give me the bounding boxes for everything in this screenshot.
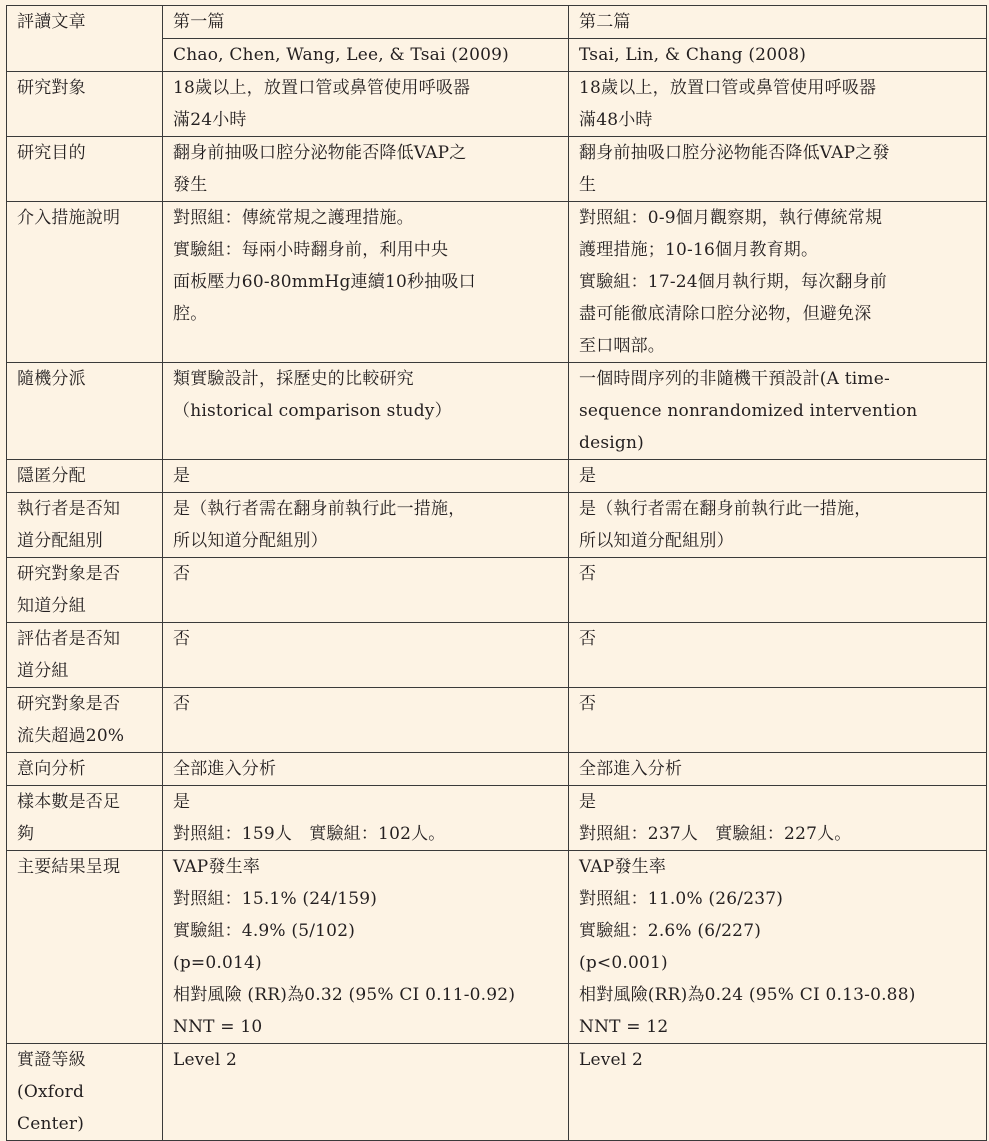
cell-text-line: 是 — [173, 466, 191, 486]
cell-text-line: 對照組：傳統常規之護理措施。 — [173, 208, 414, 228]
cell-text-line: 樣本數是否足 — [17, 792, 121, 812]
cell-text-line: 隨機分派 — [17, 369, 86, 389]
second-article-cell — [569, 623, 987, 688]
cell-text-line: 18歲以上，放置口管或鼻管使用呼吸器 — [173, 78, 471, 98]
table-row — [7, 786, 987, 851]
first-citation: Chao, Chen, Wang, Lee, & Tsai (2009) — [173, 45, 509, 65]
second-article-cell — [569, 137, 987, 202]
first-article-cell — [163, 72, 569, 137]
row-label-cell — [7, 786, 163, 851]
header-label: 評讀文章 — [17, 12, 86, 32]
first-citation-cell — [163, 39, 569, 72]
second-citation-cell — [569, 39, 987, 72]
cell-text-line: 實驗組：每兩小時翻身前，利用中央 — [173, 240, 449, 260]
row-label-cell — [7, 460, 163, 493]
header-first-title: 第一篇 — [173, 12, 225, 32]
first-article-cell — [163, 202, 569, 363]
row-label-cell — [7, 1044, 163, 1141]
cell-text-line: 實驗組：17-24個月執行期，每次翻身前 — [579, 272, 888, 292]
cell-text-line: 盡可能徹底清除口腔分泌物，但避免深 — [579, 304, 872, 324]
cell-text-line: 知道分組 — [17, 596, 86, 616]
cell-text-line: 研究目的 — [17, 143, 86, 163]
second-article-cell — [569, 363, 987, 460]
cell-text-line: 一個時間序列的非隨機干預設計(A time- — [579, 369, 890, 389]
table-row — [7, 753, 987, 786]
cell-text-line: (p<0.001) — [579, 953, 668, 973]
second-article-cell — [569, 851, 987, 1044]
first-article-cell — [163, 688, 569, 753]
cell-text-line: sequence nonrandomized intervention design) — [579, 401, 924, 453]
cell-text-line: 至口咽部。 — [579, 336, 665, 356]
row-label-cell — [7, 202, 163, 363]
cell-text-line: 評估者是否知 — [17, 629, 121, 649]
cell-text-line: 類實驗設計，採歷史的比較研究 — [173, 369, 414, 389]
table-row — [7, 1044, 987, 1141]
table-row — [7, 202, 987, 363]
cell-text-line: 是（執行者需在翻身前執行此一措施， — [579, 499, 872, 519]
cell-text-line: VAP發生率 — [579, 857, 667, 877]
cell-text-line: 滿48小時 — [579, 110, 653, 130]
cell-text-line: VAP發生率 — [173, 857, 261, 877]
cell-text-line: 滿24小時 — [173, 110, 247, 130]
row-label-cell — [7, 623, 163, 688]
cell-text-line: 18歲以上，放置口管或鼻管使用呼吸器 — [579, 78, 877, 98]
cell-text-line: 全部進入分析 — [173, 759, 277, 779]
table-row — [7, 851, 987, 1044]
cell-text-line: 夠 — [17, 824, 35, 844]
cell-text-line: 護理措施；10-16個月教育期。 — [579, 240, 819, 260]
first-article-cell — [163, 460, 569, 493]
cell-text-line: 實驗組：2.6% (6/227) — [579, 921, 762, 941]
cell-text-line: 生 — [579, 175, 597, 195]
cell-text-line: （historical comparison study） — [173, 401, 452, 421]
header-first-cell — [163, 6, 569, 39]
first-article-cell — [163, 1044, 569, 1141]
cell-text-line: 所以知道分配組別） — [173, 531, 328, 551]
cell-text-line: 對照組：11.0% (26/237) — [579, 889, 784, 909]
appraisal-table — [6, 5, 987, 1141]
cell-text-line: 否 — [173, 694, 191, 714]
cell-text-line: 是 — [173, 792, 191, 812]
cell-text-line: 研究對象是否 — [17, 564, 121, 584]
cell-text-line: 對照組：159人 實驗組：102人。 — [173, 824, 446, 844]
table-row — [7, 72, 987, 137]
row-label-cell — [7, 493, 163, 558]
cell-text-line: (p=0.014) — [173, 953, 262, 973]
header-label-cell — [7, 6, 163, 72]
first-article-cell — [163, 493, 569, 558]
cell-text-line: 道分組 — [17, 661, 69, 681]
row-label-cell — [7, 851, 163, 1044]
cell-text-line: 對照組：0-9個月觀察期，執行傳統常規 — [579, 208, 883, 228]
cell-text-line: 是 — [579, 466, 597, 486]
row-label-cell — [7, 558, 163, 623]
cell-text-line: 否 — [579, 629, 597, 649]
cell-text-line: NNT = 10 — [173, 1017, 263, 1037]
cell-text-line: 腔。 — [173, 304, 208, 324]
cell-text-line: 隱匿分配 — [17, 466, 86, 486]
second-article-cell — [569, 753, 987, 786]
table-header-row — [7, 6, 987, 39]
cell-text-line: 發生 — [173, 175, 208, 195]
second-article-cell — [569, 460, 987, 493]
cell-text-line: 執行者是否知 — [17, 499, 121, 519]
cell-text-line: 研究對象 — [17, 78, 86, 98]
row-label-cell — [7, 753, 163, 786]
row-label-cell — [7, 72, 163, 137]
row-label-cell — [7, 363, 163, 460]
second-article-cell — [569, 688, 987, 753]
second-article-cell — [569, 1044, 987, 1141]
cell-text-line: NNT = 12 — [579, 1017, 669, 1037]
table-row — [7, 363, 987, 460]
cell-text-line: 否 — [579, 694, 597, 714]
cell-text-line: Level 2 — [579, 1050, 644, 1070]
table-row — [7, 493, 987, 558]
first-article-cell — [163, 851, 569, 1044]
cell-text-line: 意向分析 — [17, 759, 86, 779]
cell-text-line: 對照組：237人 實驗組：227人。 — [579, 824, 852, 844]
table-row — [7, 623, 987, 688]
cell-text-line: 流失超過20% — [17, 726, 125, 746]
first-article-cell — [163, 558, 569, 623]
first-article-cell — [163, 786, 569, 851]
cell-text-line: 全部進入分析 — [579, 759, 683, 779]
cell-text-line: 研究對象是否 — [17, 694, 121, 714]
cell-text-line: 翻身前抽吸口腔分泌物能否降低VAP之發 — [579, 143, 890, 163]
table-row — [7, 688, 987, 753]
cell-text-line: Level 2 — [173, 1050, 238, 1070]
row-label-cell — [7, 688, 163, 753]
first-article-cell — [163, 623, 569, 688]
header-second-title: 第二篇 — [579, 12, 631, 32]
row-label-cell — [7, 137, 163, 202]
second-article-cell — [569, 558, 987, 623]
cell-text-line: 介入措施說明 — [17, 208, 121, 228]
second-article-cell — [569, 202, 987, 363]
table-row — [7, 558, 987, 623]
cell-text-line: 對照組：15.1% (24/159) — [173, 889, 378, 909]
cell-text-line: 所以知道分配組別） — [579, 531, 734, 551]
cell-text-line: 否 — [173, 629, 191, 649]
second-citation: Tsai, Lin, & Chang (2008) — [579, 45, 807, 65]
second-article-cell — [569, 72, 987, 137]
cell-text-line: 實驗組：4.9% (5/102) — [173, 921, 356, 941]
first-article-cell — [163, 363, 569, 460]
cell-text-line: 主要結果呈現 — [17, 857, 121, 877]
header-second-cell — [569, 6, 987, 39]
cell-text-line: (Oxford Center) — [17, 1082, 90, 1134]
second-article-cell — [569, 786, 987, 851]
cell-text-line: 是（執行者需在翻身前執行此一措施， — [173, 499, 466, 519]
table-row — [7, 460, 987, 493]
first-article-cell — [163, 753, 569, 786]
cell-text-line: 否 — [579, 564, 597, 584]
second-article-cell — [569, 493, 987, 558]
cell-text-line: 面板壓力60-80mmHg連續10秒抽吸口 — [173, 272, 476, 292]
cell-text-line: 是 — [579, 792, 597, 812]
cell-text-line: 否 — [173, 564, 191, 584]
cell-text-line: 相對風險(RR)為0.24 (95% CI 0.13-0.88) — [579, 985, 916, 1005]
cell-text-line: 相對風險 (RR)為0.32 (95% CI 0.11-0.92) — [173, 985, 516, 1005]
cell-text-line: 實證等級 — [17, 1050, 86, 1070]
cell-text-line: 翻身前抽吸口腔分泌物能否降低VAP之 — [173, 143, 467, 163]
cell-text-line: 道分配組別 — [17, 531, 103, 551]
first-article-cell — [163, 137, 569, 202]
table-row — [7, 137, 987, 202]
